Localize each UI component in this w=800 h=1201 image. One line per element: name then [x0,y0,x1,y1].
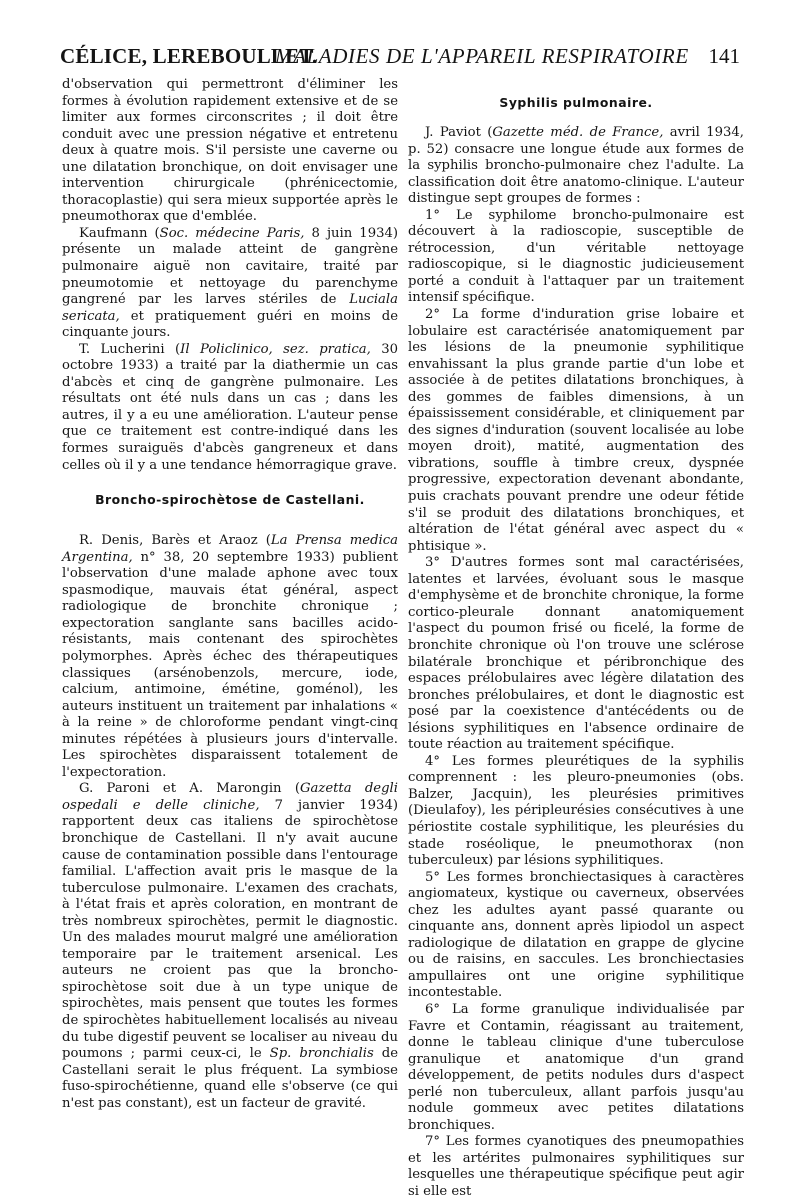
paragraph: Kaufmann (Soc. médecine Paris, 8 juin 1934) présente un malade atteint de gangrène pulmonaire aiguë non cavitaire, traité par pneumotomie et nettoyage du parenchyme gangrené par les larves stériles de Luciala sericata, et pratiquement guéri en moins de cinquante jours. [62,225,399,341]
paragraph: 1° Le syphilome broncho-pulmonaire est découvert à la radioscopie, susceptible de rétrocession, d'un véritable nettoyage radioscopique, si le diagnostic judicieusement porté a conduit à l'attaquer par un traitement intensif spécifique. [408,207,744,306]
paragraph: d'observation qui permettront d'éliminer les formes à évolution rapidement extensive et de se limiter aux formes circonscrites ; il doit être conduit avec une pression négative et entretenu deux à quatre mois. S'il persiste une caverne ou une dilatation bronchique, on doit envisager une intervention chirurgicale (phrénicectomie, thoracoplastie) qui sera mieux supportée après le pneumothorax que d'emblée. [62,77,398,225]
header-authors: CÉLICE, LEREBOULLET. [60,44,318,68]
section-heading: Broncho-spirochètose de Castellani. [95,492,365,508]
running-header [60,44,740,70]
paragraph: 2° La forme d'induration grise lobaire et lobulaire est caractérisée anatomiquement par les lésions de la pneumonie syphilitique envahissant la plus grande partie d'un lobe et associée à de petites dilatations bronchiques, à des gommes de faibles dimensions, à un épaississement considérable, et cliniquement par des signes d'induration (souvent localisée au lobe moyen droit), matité, augmentation des vibrations, souffle à timbre creux, dyspnée progressive, expectoration devenant abondante, puis crachats pouvant prendre une odeur fétide s'il se produit des dilatations bronchiques, et altération de l'état général avec aspect du « phtisique ». [408,307,744,554]
paragraph: 5° Les formes bronchiectasiques à caractères angiomateux, kystique ou caverneux, observées chez les adultes ayant passé quarante ou cinquante ans, donnent après lipiodol un aspect radiologique de dilatation en grappe de glycine ou de raisins, en saccules. Les bronchiectasies ampullaires ont une origine syphilitique incontestable. [408,869,744,1001]
left-column [62,77,398,1112]
header-title: MALADIES DE L'APPAREIL RESPIRATOIRE [275,44,689,68]
paragraph: R. Denis, Barès et Araoz (La Prensa medica Argentina, n° 38, 20 septembre 1933) publient l'observation d'une malade aphone avec toux spasmodique, mauvais état général, aspect radiologique de bronchite chronique ; expectoration sanglante sans bacilles acido-résistants, mais contenant des spirochètes polymorphes. Après échec des thérapeutiques classiques (arsénobenzols, mercure, iode, calcium, antimoine, émétine, goménol), les auteurs instituent un traitement par inhalations « à la reine » de chloroforme pendant vingt-cinq minutes répétées à plusieurs jours d'intervalle. Les spirochètes disparaissent totalement de l'expectoration. [62,533,398,780]
paragraph: G. Paroni et A. Marongin (Gazetta degli ospedali e delle cliniche, 7 janvier 1934) rapportent deux cas italiens de spirochètose bronchique de Castellani. Il n'y avait aucune cause de contamination possible dans l'entourage familial. L'affection avait pris le masque de la tuberculose pulmonaire. L'examen des crachats, à l'état frais et après coloration, en montrant de très nombreux spirochètes, permit le diagnostic. Un des malades mourut malgré une amélioration temporaire par le traitement arsenical. Les auteurs ne croient pas que la broncho-spirochètose soit due à un type unique de spirochètes, mais pensent que toutes les formes de spirochètes habituellement localisés au niveau du tube digestif peuvent se localiser au niveau du poumons ; parmi ceux-ci, le Sp. bronchialis de Castellani serait le plus fréquent. La symbiose fuso-spirochétienne, quand elle s'observe (ce qui n'est pas constant), est un facteur de gravité. [62,781,398,1111]
paragraph: J. Paviot (Gazette méd. de France, avril 1934, p. 52) consacre une longue étude aux formes de la syphilis broncho-pulmonaire chez l'adulte. La classification doit être anatomo-clinique. L'auteur distingue sept groupes de formes : [408,125,744,207]
paragraph: 6° La forme granulique individualisée par Favre et Contamin, réagissant au traitement, donne le tableau clinique d'une tuberculose granulique et anatomique d'un grand développement, de petits nodules durs d'aspect perlé non tuberculeux, allant parfois jusqu'au nodule gommeux avec petites dilatations bronchiques. [408,1001,744,1133]
paragraph: 3° D'autres formes sont mal caractérisées, latentes et larvées, évoluant sous le masque d'emphysème et de bronchite chronique, la forme cortico-pleurale donnant anatomiquement l'aspect du poumon frisé ou ficelé, la forme de bronchite chronique où l'on trouve une sclérose bilatérale bronchique et péribronchique des espaces prélobulaires avec légère dilatation des bronches prélobulaires, et dont le diagnostic est posé par la coexistence d'antécédents ou de lésions syphilitiques en l'absence ordinaire de toute réaction au traitement spécifique. [408,555,744,753]
paragraph: 7° Les formes cyanotiques des pneumopathies et les artérites pulmonaires syphilitiques sur lesquelles une thérapeutique spécifique peut agir si elle est [408,1134,744,1199]
paragraph: 4° Les formes pleurétiques de la syphilis comprennent : les pleuro-pneumonies (obs. Balzer, Jacquin), les pleurésies primitives (Dieulafoy), les péripleurésies consécutives à une périostite costale syphilitique, les pleurésies du stade roséolique, le pneumothorax (non tuberculeux) par lésions syphilitiques. [408,753,744,869]
page-number: 141 [708,44,740,68]
right-column [408,77,744,1201]
section-heading: Syphilis pulmonaire. [499,95,653,110]
paragraph: T. Lucherini (Il Policlinico, sez. pratica, 30 octobre 1933) a traité par la diathermie un cas d'abcès et cinq de gangrène pulmonaire. Les résultats ont été nuls dans un cas ; dans les autres, il y a eu une amélioration. L'auteur pense que ce traitement est contre-indiqué dans les formes suraiguës d'abcès gangreneux et dans celles où il y a une tendance hémorragique grave. [62,341,398,473]
